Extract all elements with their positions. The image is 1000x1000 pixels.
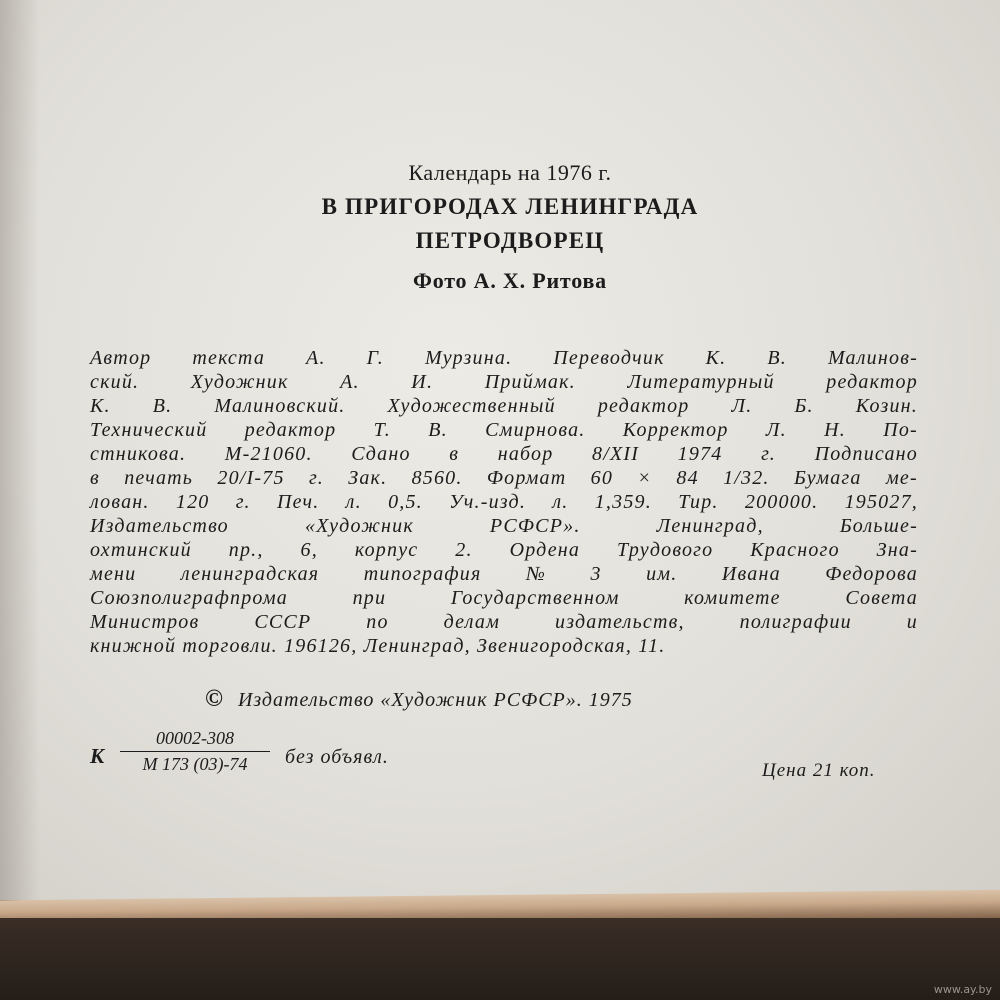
colophon-word: стникова. bbox=[90, 443, 187, 465]
colophon-word: им. bbox=[646, 563, 678, 585]
colophon-word: Приймак. bbox=[484, 371, 576, 393]
colophon-line bbox=[90, 538, 918, 562]
colophon-word: лован. bbox=[90, 491, 150, 513]
colophon-word: Формат bbox=[486, 467, 567, 489]
colophon-word: В. bbox=[767, 347, 787, 369]
colophon-line bbox=[90, 370, 918, 394]
colophon-word: 2. bbox=[455, 539, 473, 561]
colophon-word: ме- bbox=[885, 467, 918, 489]
index-denominator: М 173 (03)-74 bbox=[142, 754, 248, 774]
colophon-word: Козин. bbox=[855, 395, 918, 417]
colophon-word: охтинский bbox=[90, 539, 192, 561]
colophon-word: 1/32. bbox=[723, 467, 770, 489]
colophon-line bbox=[90, 562, 918, 586]
colophon-line bbox=[90, 490, 918, 514]
colophon-word: Красного bbox=[750, 539, 840, 561]
colophon-word: 8/XII bbox=[592, 443, 640, 465]
colophon-word: Малинов- bbox=[827, 347, 918, 369]
colophon-line bbox=[90, 610, 918, 634]
colophon-word: Н. bbox=[824, 419, 846, 441]
price-label: Цена 21 коп. bbox=[762, 760, 876, 781]
colophon-word: г. bbox=[761, 443, 777, 465]
colophon-line bbox=[90, 514, 918, 538]
colophon-word: Технический bbox=[90, 419, 208, 441]
colophon-word: мени bbox=[90, 563, 137, 585]
photo-credit: Фото А. Х. Ритова bbox=[413, 268, 607, 293]
colophon-word: Уч.-изд. bbox=[449, 491, 527, 513]
colophon-word: Корректор bbox=[622, 419, 729, 441]
colophon-word: 20/I-75 bbox=[217, 467, 285, 489]
colophon-word: ленинградская bbox=[180, 563, 320, 585]
colophon-word: по bbox=[366, 611, 389, 633]
colophon-line bbox=[90, 346, 918, 370]
copyright-text: Издательство «Художник РСФСР». 1975 bbox=[237, 689, 633, 711]
colophon-line: книжной торговли. 196126, Ленинград, Звенигородская, 11. bbox=[90, 635, 666, 657]
colophon-word: Литературный bbox=[627, 371, 775, 393]
colophon-word: А. bbox=[340, 371, 360, 393]
copyright-line bbox=[205, 686, 633, 713]
title-line-1: В ПРИГОРОДАХ ЛЕНИНГРАДА bbox=[321, 194, 699, 219]
colophon-word: 8560. bbox=[411, 467, 463, 489]
watermark: www.ay.by bbox=[933, 983, 992, 996]
colophon-word: Ленинград, bbox=[656, 515, 764, 537]
colophon-word: Смирнова. bbox=[485, 419, 586, 441]
colophon-word: Подписано bbox=[814, 443, 918, 465]
title-line-2: ПЕТРОДВОРЕЦ bbox=[415, 228, 605, 253]
colophon-word: 120 bbox=[175, 491, 210, 513]
colophon-word: Переводчик bbox=[553, 347, 665, 369]
colophon-word: Автор bbox=[90, 347, 152, 369]
index-fraction bbox=[120, 728, 270, 775]
colophon-word: К. bbox=[90, 395, 111, 417]
colophon-word: г. bbox=[308, 467, 324, 489]
colophon-word: Малиновский. bbox=[214, 395, 346, 417]
title-block bbox=[250, 160, 770, 294]
colophon-word: л. bbox=[345, 491, 362, 513]
table-surface bbox=[0, 918, 1000, 1000]
colophon-word: 6, bbox=[300, 539, 318, 561]
colophon-word: печать bbox=[124, 467, 194, 489]
colophon-word: 1,359. bbox=[594, 491, 652, 513]
colophon-word: 200000. bbox=[744, 491, 819, 513]
colophon-word: набор bbox=[497, 443, 554, 465]
colophon-word: По- bbox=[883, 419, 918, 441]
colophon-line bbox=[90, 442, 918, 466]
colophon-word: 60 bbox=[590, 467, 614, 489]
colophon-line bbox=[90, 466, 918, 490]
colophon-word: Ордена bbox=[509, 539, 581, 561]
colophon-word: И. bbox=[411, 371, 434, 393]
index-numerator: 00002-308 bbox=[120, 728, 270, 752]
colophon-word: Т. bbox=[373, 419, 391, 441]
colophon-word: г. bbox=[235, 491, 251, 513]
colophon-word: типография bbox=[363, 563, 482, 585]
colophon-word: Зак. bbox=[348, 467, 388, 489]
colophon-word: 195027, bbox=[844, 491, 918, 513]
colophon-word: ский. bbox=[90, 371, 140, 393]
colophon-word: В. bbox=[428, 419, 448, 441]
colophon-word: Ивана bbox=[721, 563, 781, 585]
colophon-word: Федорова bbox=[825, 563, 918, 585]
colophon-word: делам bbox=[443, 611, 501, 633]
colophon-word: 1974 bbox=[677, 443, 723, 465]
colophon-word: Художник bbox=[190, 371, 289, 393]
colophon-word: Зна- bbox=[876, 539, 918, 561]
index-note: без объявл. bbox=[285, 746, 389, 768]
colophon-word: при bbox=[352, 587, 387, 609]
colophon-word: и bbox=[906, 611, 918, 633]
colophon-word: Сдано bbox=[351, 443, 411, 465]
colophon-word: Л. bbox=[765, 419, 787, 441]
colophon-word: комитете bbox=[684, 587, 781, 609]
colophon-text bbox=[90, 346, 918, 658]
colophon-word: Трудового bbox=[617, 539, 714, 561]
colophon-line bbox=[90, 418, 918, 442]
colophon-word: Художественный bbox=[387, 395, 556, 417]
colophon-word: × bbox=[637, 467, 653, 489]
colophon-word: в bbox=[90, 467, 100, 489]
colophon-word: издательств, bbox=[555, 611, 685, 633]
colophon-word: Б. bbox=[794, 395, 814, 417]
colophon-word: Печ. bbox=[277, 491, 320, 513]
colophon-word: РСФСР». bbox=[489, 515, 581, 537]
colophon-word: Союзполиграфпрома bbox=[90, 587, 289, 609]
colophon-word: Бумага bbox=[793, 467, 862, 489]
colophon-word: № bbox=[525, 563, 546, 585]
colophon-word: 3 bbox=[590, 563, 602, 585]
colophon-word: Л. bbox=[731, 395, 753, 417]
colophon-word: Больше- bbox=[839, 515, 918, 537]
colophon-word: редактор bbox=[826, 371, 918, 393]
colophon-word: пр., bbox=[228, 539, 264, 561]
colophon-word: корпус bbox=[354, 539, 419, 561]
page-shadow bbox=[0, 0, 40, 900]
colophon-word: Министров bbox=[90, 611, 200, 633]
colophon-line bbox=[90, 586, 918, 610]
colophon-word: Совета bbox=[845, 587, 918, 609]
colophon-word: Г. bbox=[366, 347, 384, 369]
colophon-word: Тир. bbox=[678, 491, 719, 513]
colophon-line bbox=[90, 394, 918, 418]
colophon-word: текста bbox=[192, 347, 266, 369]
index-letter: К bbox=[90, 744, 105, 768]
colophon-word: 0,5. bbox=[388, 491, 423, 513]
colophon-word: В. bbox=[152, 395, 173, 417]
copyright-symbol: © bbox=[205, 686, 224, 712]
colophon-word: М-21060. bbox=[224, 443, 313, 465]
colophon-word: Государственном bbox=[450, 587, 620, 609]
colophon-word: «Художник bbox=[304, 515, 414, 537]
colophon-word: 84 bbox=[676, 467, 699, 489]
colophon-word: полиграфии bbox=[739, 611, 852, 633]
colophon-word: К. bbox=[705, 347, 727, 369]
colophon-word: л. bbox=[552, 491, 569, 513]
colophon-word: А. bbox=[306, 347, 326, 369]
colophon-word: редактор bbox=[244, 419, 337, 441]
colophon-word: в bbox=[449, 443, 460, 465]
colophon-word: Мурзина. bbox=[424, 347, 513, 369]
calendar-line: Календарь на 1976 г. bbox=[408, 160, 612, 185]
colophon-word: Издательство bbox=[90, 515, 229, 537]
colophon-word: СССР bbox=[254, 611, 312, 633]
colophon-word: редактор bbox=[597, 395, 690, 417]
